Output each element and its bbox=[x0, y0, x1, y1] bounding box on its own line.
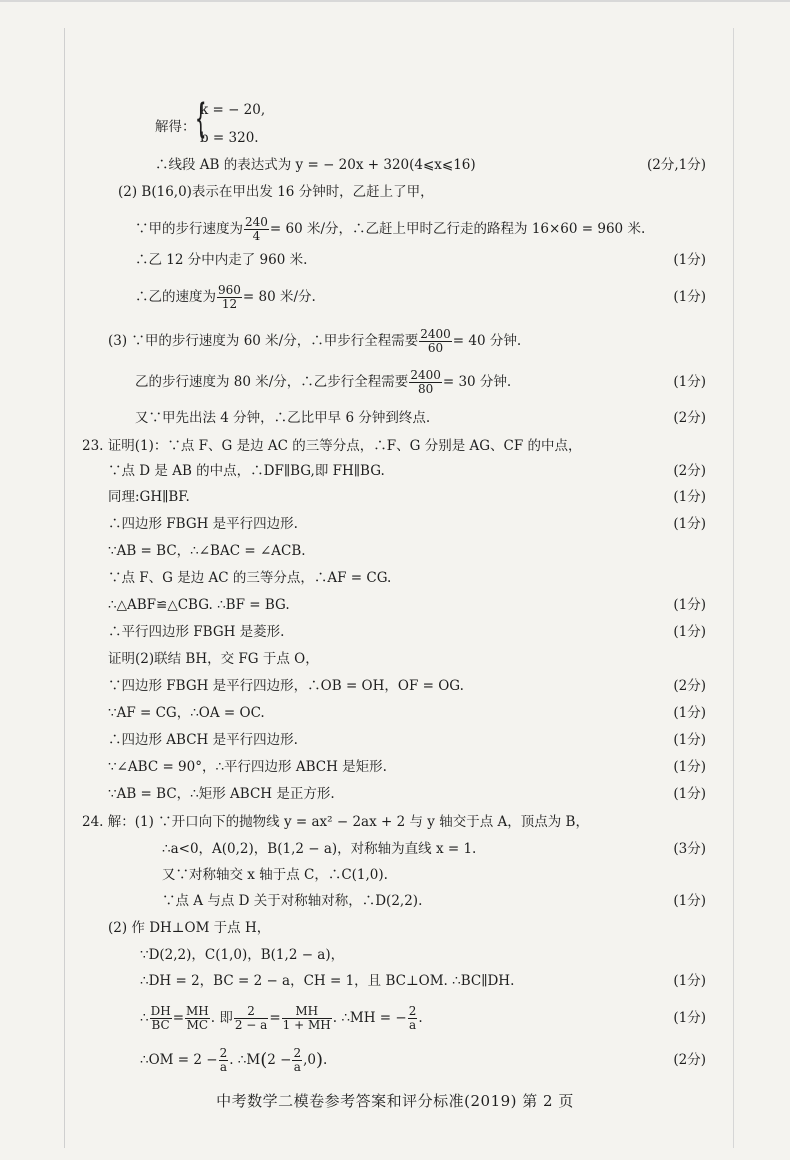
line-25: ∴a<0，A(0,2)，B(1,2 − a)，对称轴为直线 x = 1. (3分) bbox=[162, 841, 706, 857]
line-17: ∴平行四边形 FBGH 是菱形. (1分) bbox=[108, 624, 706, 640]
line-8: 乙的步行速度为 80 米/分，∴乙步行全程需要 $\frac{2400}{80}$ = 30 分钟. (1分) bbox=[135, 368, 706, 396]
line-9: 又∵甲先出法 4 分钟，∴乙比甲早 6 分钟到终点. (2分) bbox=[135, 410, 706, 426]
line-19: ∵四边形 FBGH 是平行四边形，∴OB = OH，OF = OG. (2分) bbox=[108, 678, 706, 694]
line-18: 证明(2)联结 BH，交 FG 于点 O， bbox=[108, 651, 319, 667]
line-system-b: b = 320. bbox=[200, 130, 259, 146]
line-10: 23. 证明(1)：∵点 F、G 是边 AC 的三等分点，∴F、G 分别是 AG、CF 的中点， bbox=[82, 438, 582, 454]
fraction: $\frac{2}{a}$ bbox=[408, 1004, 417, 1032]
fraction: $\frac{MH}{1 + MH}$ bbox=[282, 1004, 331, 1032]
line-30: ∴DH = 2，BC = 2 − a，CH = 1，且 BC⊥OM. ∴BC∥DH. (1分) bbox=[140, 973, 706, 989]
line-16: ∴△ABF≌△CBG. ∴BF = BG. (1分) bbox=[108, 597, 706, 613]
line-26: 又∵对称轴交 x 轴于点 C，∴C(1,0). bbox=[162, 867, 388, 883]
line-31: ∴ $\frac{DH}{BC}$ = $\frac{MH}{MC}$ . 即 $\frac{2}{2 - a}$ = $\frac{MH}{1 + MH}$ . ∴MH = − $\frac{2}{a}$ . (1分) bbox=[140, 1004, 706, 1032]
line-12: 同理:GH∥BF. (1分) bbox=[108, 489, 706, 505]
top-edge bbox=[0, 0, 790, 2]
line-23: ∵AB = BC，∴矩形 ABCH 是正方形. (1分) bbox=[108, 786, 706, 802]
line-6: ∴乙的速度为 $\frac{960}{12}$ = 80 米/分. (1分) bbox=[135, 283, 706, 311]
line-5: ∴乙 12 分中内走了 960 米. (1分) bbox=[135, 252, 706, 268]
line-20: ∵AF = CG，∴OA = OC. (1分) bbox=[108, 705, 706, 721]
line-27: ∵点 A 与点 D 关于对称轴对称，∴D(2,2). (1分) bbox=[162, 893, 706, 909]
line-28: (2) 作 DH⊥OM 于点 H， bbox=[108, 920, 271, 936]
line-22: ∵∠ABC = 90°，∴平行四边形 ABCH 是矩形. (1分) bbox=[108, 759, 706, 775]
line-2: ∴线段 AB 的表达式为 y = − 20x + 320(4⩽x⩽16) (2分,1分) bbox=[155, 157, 706, 173]
line-13: ∴四边形 FBGH 是平行四边形. (1分) bbox=[108, 516, 706, 532]
fraction: $\frac{2}{a}$ bbox=[219, 1046, 228, 1074]
fraction: $\frac{DH}{BC}$ bbox=[150, 1004, 171, 1032]
fraction: $\frac{2}{a}$ bbox=[293, 1046, 302, 1074]
line-solution-label: 解得： bbox=[155, 119, 196, 135]
brace-symbol: { bbox=[195, 96, 207, 142]
line-system-k: k = − 20, bbox=[200, 102, 266, 118]
fraction: $\frac{240}{4}$ bbox=[245, 215, 268, 243]
line-32: ∴OM = 2 − $\frac{2}{a}$ . ∴M(2 − $\frac{2}{a}$ ,0). (2分) bbox=[140, 1046, 706, 1074]
line-29: ∵D(2,2)，C(1,0)，B(1,2 − a)， bbox=[140, 947, 345, 963]
fraction: $\frac{960}{12}$ bbox=[218, 283, 241, 311]
line-14: ∵AB = BC，∴∠BAC = ∠ACB. bbox=[108, 543, 306, 559]
line-11: ∵点 D 是 AB 的中点，∴DF∥BG,即 FH∥BG. (2分) bbox=[108, 463, 706, 479]
line-21: ∴四边形 ABCH 是平行四边形. (1分) bbox=[108, 732, 706, 748]
line-3: (2) B(16,0)表示在甲出发 16 分钟时，乙赶上了甲， bbox=[118, 184, 434, 200]
line-7: (3) ∵甲的步行速度为 60 米/分，∴甲步行全程需要 $\frac{2400}{60}$ = 40 分钟. bbox=[108, 327, 522, 355]
fraction: $\frac{MH}{MC}$ bbox=[186, 1004, 209, 1032]
line-15: ∵点 F、G 是边 AC 的三等分点，∴AF = CG. bbox=[108, 570, 392, 586]
fraction: $\frac{2}{2 - a}$ bbox=[234, 1004, 268, 1032]
fraction: $\frac{2400}{80}$ bbox=[410, 368, 441, 396]
line-4: ∵甲的步行速度为 $\frac{240}{4}$ = 60 米/分，∴乙赶上甲时乙行走的路程为 16×60 = 960 米. bbox=[135, 215, 646, 243]
fraction: $\frac{2400}{60}$ bbox=[420, 327, 451, 355]
line-24: 24. 解：(1) ∵开口向下的抛物线 y = ax² − 2ax + 2 与 y 轴交于点 A，顶点为 B， bbox=[82, 814, 589, 830]
page-footer: 中考数学二模卷参考答案和评分标准(2019) 第 2 页 bbox=[216, 1092, 574, 1110]
